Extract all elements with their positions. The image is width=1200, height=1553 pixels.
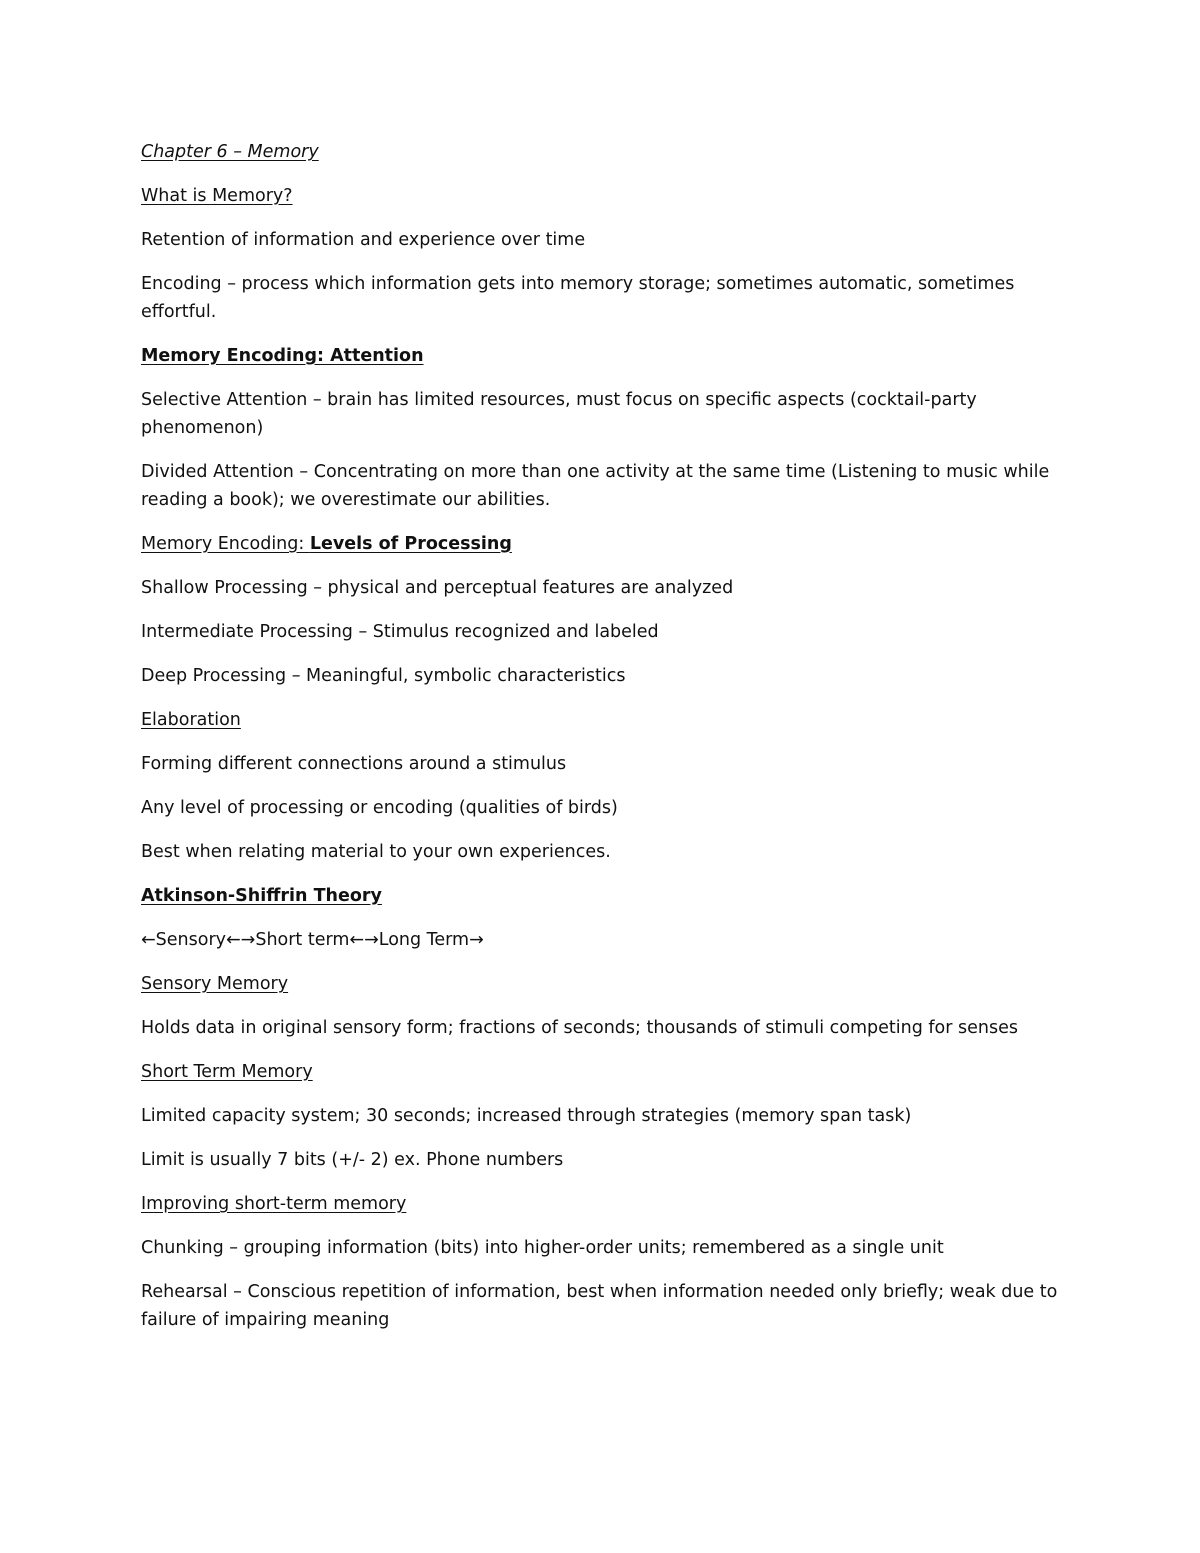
selective-attention: Selective Attention – brain has limited resources, must focus on specific aspects (cocktail-party phenomenon) [141,390,977,438]
elaboration-line-3: Best when relating material to your own experiences. [141,842,611,862]
chapter-title: Chapter 6 – Memory [141,142,319,162]
sensory-heading: Sensory Memory [141,974,289,994]
chunking-line: Chunking – grouping information (bits) into higher-order units; remembered as a single unit [141,1238,944,1258]
rehearsal-line: Rehearsal – Conscious repetition of information, best when information needed only briefly; weak due to failure of impairing meaning [141,1282,1058,1330]
sensory-desc: Holds data in original sensory form; fractions of seconds; thousands of stimuli competing for senses [141,1018,1018,1038]
levels-heading-bold: Levels of Processing [309,534,512,554]
elaboration-line-2: Any level of processing or encoding (qualities of birds) [141,798,618,818]
atkinson-heading: Atkinson-Shiffrin Theory [141,886,382,906]
attention-heading: Memory Encoding: Attention [141,346,424,366]
encoding-line: Encoding – process which information gets into memory storage; sometimes automatic, sometimes effortful. [141,274,1015,322]
shallow-processing: Shallow Processing – physical and perceptual features are analyzed [141,578,734,598]
levels-heading-prefix: Memory Encoding: [141,534,310,554]
deep-processing: Deep Processing – Meaningful, symbolic characteristics [141,666,626,686]
improving-heading: Improving short-term memory [141,1194,407,1214]
intermediate-processing: Intermediate Processing – Stimulus recognized and labeled [141,622,659,642]
levels-heading [141,530,1071,558]
short-term-heading: Short Term Memory [141,1062,313,1082]
retention-line: Retention of information and experience over time [141,230,586,250]
divided-attention: Divided Attention – Concentrating on more than one activity at the same time (Listening to music while reading a book); we overestimate our abilities. [141,462,1050,510]
memory-flow-arrows: ←Sensory←→Short term←→Long Term→ [141,930,484,950]
short-term-desc-2: Limit is usually 7 bits (+/- 2) ex. Phone numbers [141,1150,564,1170]
short-term-desc-1: Limited capacity system; 30 seconds; increased through strategies (memory span task) [141,1106,912,1126]
document-body [141,138,1071,1350]
elaboration-line-1: Forming different connections around a stimulus [141,754,567,774]
what-is-memory-heading: What is Memory? [141,186,293,206]
elaboration-heading: Elaboration [141,710,241,730]
